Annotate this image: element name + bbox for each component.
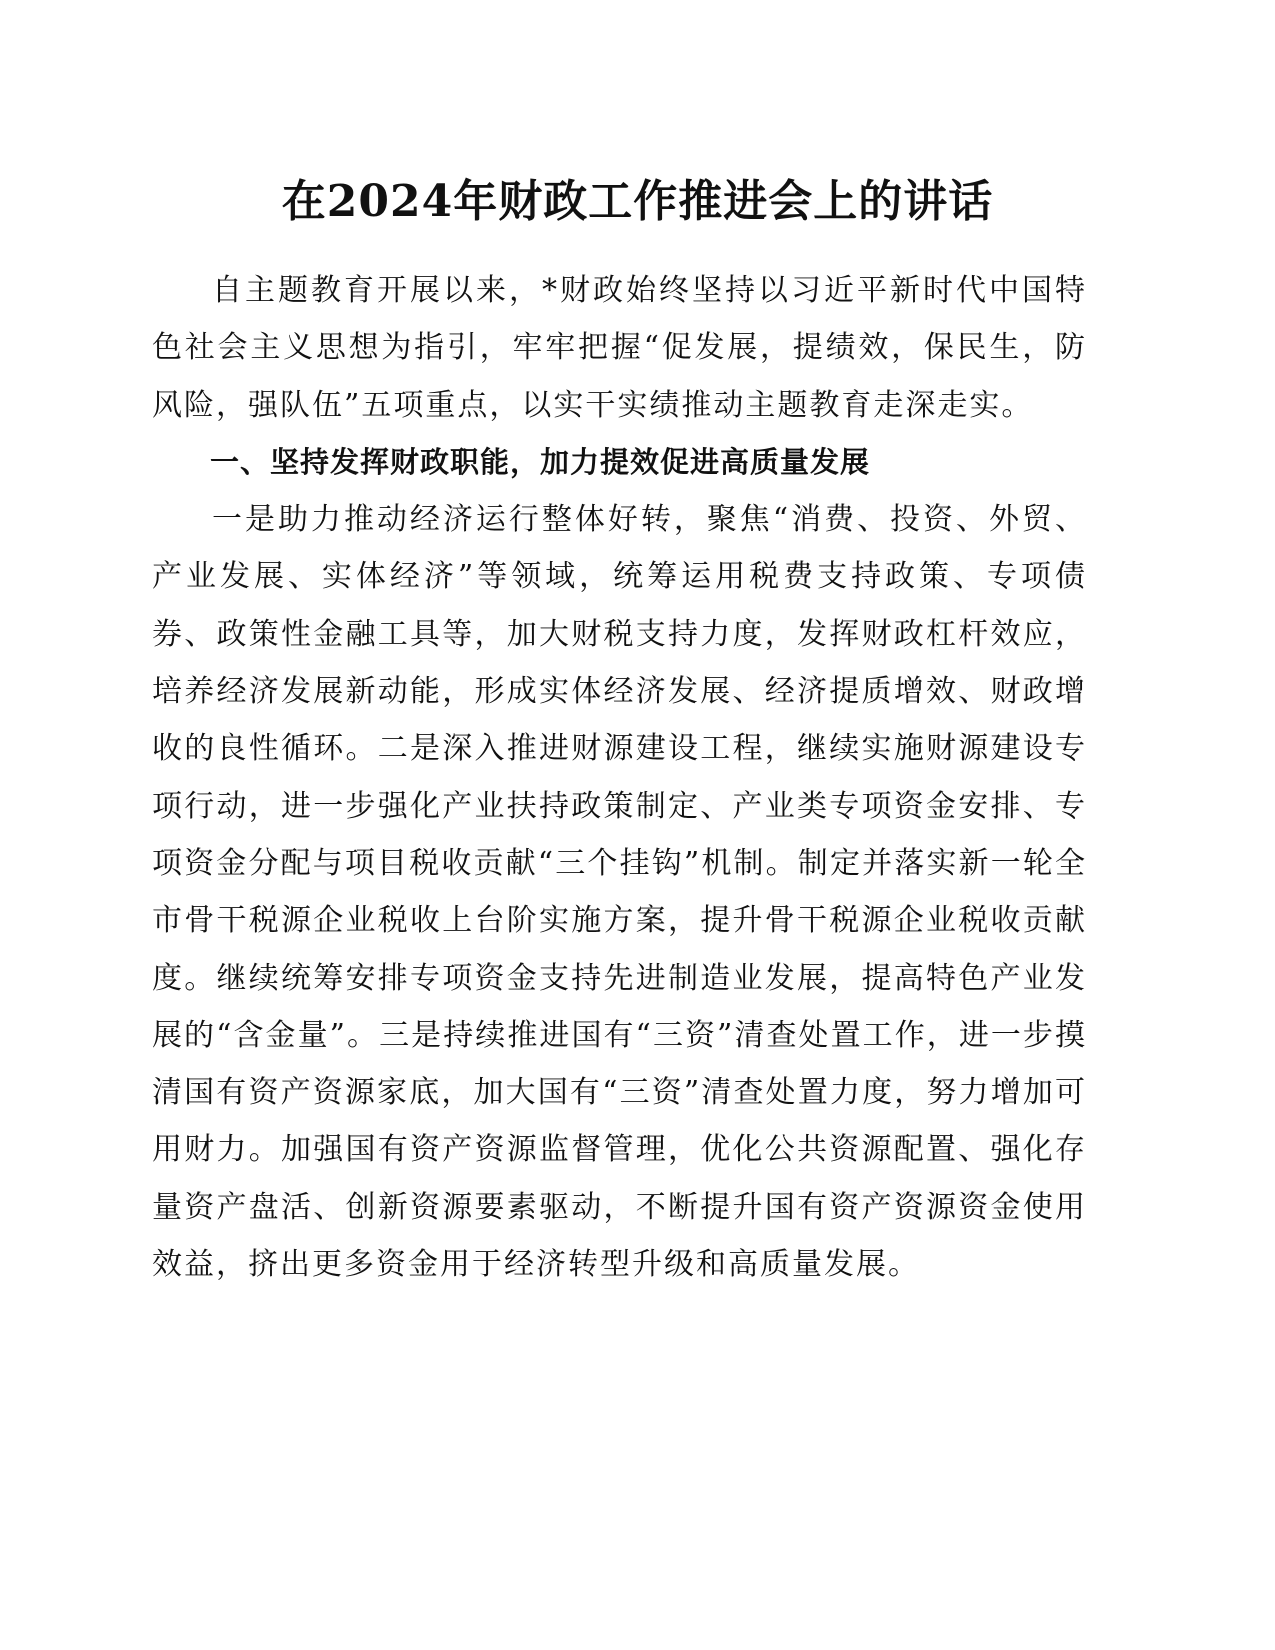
intro-paragraph: 自主题教育开展以来，*财政始终坚持以习近平新时代中国特色社会主义思想为指引，牢牢把握“促发展，提绩效，保民生，防风险，强队伍”五项重点，以实干实绩推动主题教育走深走实。 bbox=[152, 273, 1087, 423]
section-heading: 一、坚持发挥财政职能，加力提效促进高质量发展 bbox=[210, 444, 871, 479]
document-body bbox=[152, 262, 1087, 1293]
document-title: 在2024年财政工作推进会上的讲话 bbox=[281, 176, 994, 227]
section-paragraph: 一是助力推动经济运行整体好转，聚焦“消费、投资、外贸、产业发展、实体经济”等领域，统筹运用税费支持政策、专项债券、政策性金融工具等，加大财税支持力度，发挥财政杠杆效应，培养经济发展新动能，形成实体经济发展、经济提质增效、财政增收的良性循环。二是深入推进财源建设工程，继续实施财源建设专项行动，进一步强化产业扶持政策制定、产业类专项资金安排、专项资金分配与项目税收贡献“三个挂钩”机制。制定并落实新一轮全市骨干税源企业税收上台阶实施方案，提升骨干税源企业税收贡献度。继续统筹安排专项资金支持先进制造业发展，提高特色产业发展的“含金量”。三是持续推进国有“三资”清查处置工作，进一步摸清国有资产资源家底，加大国有“三资”清查处置力度，努力增加可用财力。加强国有资产资源监督管理，优化公共资源配置、强化存量资产盘活、创新资源要素驱动，不断提升国有资产资源资金使用效益，挤出更多资金用于经济转型升级和高质量发展。 bbox=[152, 502, 1087, 1283]
